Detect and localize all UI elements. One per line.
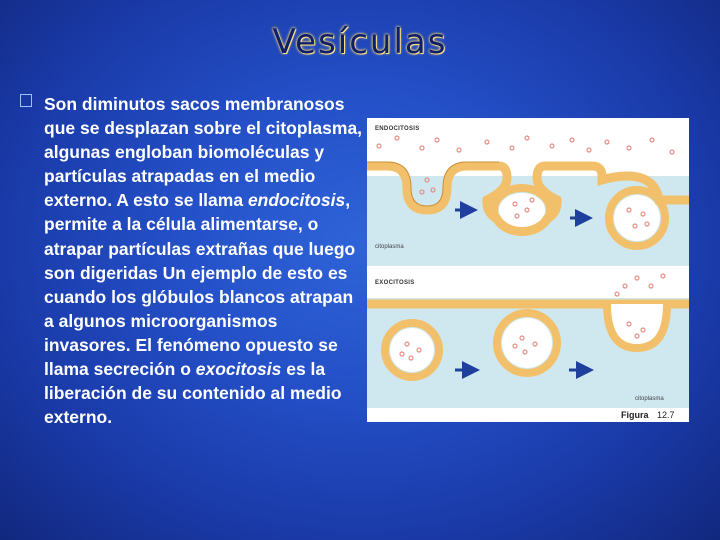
- endocitosis-label: ENDOCITOSIS: [375, 126, 420, 132]
- body-paragraph: [44, 92, 365, 429]
- figure-caption-number: 12.7: [657, 410, 675, 420]
- vesicle-diagram: [367, 118, 689, 422]
- endocitosis-term: endocitosis: [247, 190, 346, 211]
- exocitosis-term: exocitosis: [195, 359, 282, 380]
- exocitosis-label: EXOCITOSIS: [375, 280, 415, 286]
- paragraph-part-3: es la liberación de su contenido al medio externo.: [44, 359, 342, 428]
- figure-caption-word: Figura: [621, 410, 649, 420]
- bullet-item: [20, 92, 365, 429]
- slide-title: Vesículas: [272, 22, 448, 62]
- cytoplasm-label-bottom: citoplasma: [635, 396, 664, 402]
- bullet-box-icon: [20, 94, 32, 107]
- vesicle-figure: [367, 118, 689, 422]
- paragraph-part-2: , permite a la célula alimentarse, o atrapar partículas extrañas que luego son digeridas Un ejemplo de esto es cuando los glóbulos blancos atrapan a algunos microorganismos invasores. El fenómeno opuesto se llama secreción o: [44, 190, 356, 380]
- panel-divider: [367, 266, 689, 270]
- cytoplasm-label-top: citoplasma: [375, 244, 404, 250]
- paragraph-part-1: Son diminutos sacos membranosos que se desplazan sobre el citoplasma, algunas engloban biomoléculas y partículas atrapadas en el medio externo. A esto se llama: [44, 94, 363, 211]
- exo-vesicle-opening: [607, 304, 667, 348]
